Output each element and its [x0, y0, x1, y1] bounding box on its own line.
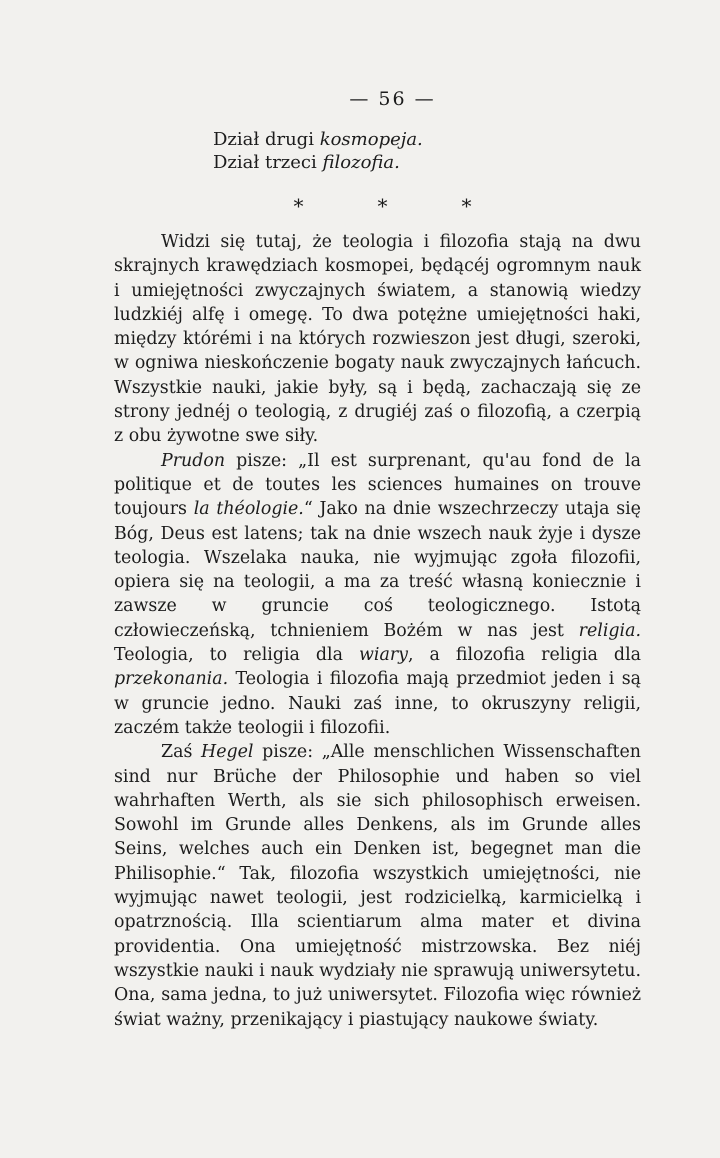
- term-religia: religia.: [578, 620, 641, 641]
- paragraph-3: [114, 740, 641, 1032]
- text-run: Zaś: [161, 742, 202, 763]
- section-list: [213, 128, 641, 174]
- asterisk: *: [461, 194, 472, 218]
- asterisk: *: [377, 194, 388, 218]
- author-name: Hegel: [201, 742, 254, 763]
- section-item: [213, 151, 641, 174]
- text-run: “ Jako na dnie wszechrzeczy utaja się Bóg, Deus est latens; tak na dnie wszech nauk żyje i dysze teologia. Wszelaka nauka, nie wyjmując zgoła filozofii, opiera się na teologii, a ma za treść własną koniecznie i zawsze w gruncie coś teologicznego. Istotą człowieczeńską, tchnieniem Bożém w nas jest: [114, 499, 641, 641]
- text-run: Teologia i filozofia mają przedmiot jeden i są w gruncie jedno. Nauki zaś inne, to okruszyny religii, zaczém także teologii i filozofii.: [114, 669, 641, 738]
- body-text: [114, 230, 641, 1032]
- author-name: Prudon: [161, 450, 226, 471]
- text-run: pisze: „Alle menschlichen Wissenschaften sind nur Brüche der Philosophie und haben so viel wahrhaften Werth, als sie sich philosophisch erweisen. Sowohl im Grunde alles Denkens, als im Grunde alles Seins, welches auch ein Denken ist, begegnet man die Philisophie.“ Tak, filozofia wszystkich umiejętności, nie wyjmując nawet teologii, jest rodzicielką, karmicielką i opatrznością. Illa scientiarum alma mater et divina providentia. Ona umiejętność mistrzowska. Bez niéj wszystkie nauki i nauk wydziały nie sprawują uniwersytetu. Ona, sama jedna, to już uniwersytet. Filozofia więc również świat ważny, przenikający i piastujący naukowe światy.: [114, 742, 642, 1030]
- section-prefix: Dział trzeci: [213, 152, 323, 173]
- asterisk: *: [293, 194, 304, 218]
- quote-emphasis: la théologie.: [193, 499, 304, 520]
- text-run: Teologia, to religia dla: [114, 645, 359, 666]
- asterism-divider: [114, 194, 641, 218]
- term-przekonania: przekonania.: [114, 669, 229, 690]
- section-prefix: Dział drugi: [213, 129, 320, 150]
- section-title: kosmopeja.: [319, 129, 423, 150]
- text-run: , a filozofia religia dla: [407, 645, 641, 666]
- page-number: — 56 —: [349, 88, 436, 110]
- section-title: filozofia.: [322, 152, 400, 173]
- paragraph-1: Widzi się tutaj, że teologia i filozofia stają na dwu skrajnych krawędziach kosmopei, będącéj ogromnym nauk i umiejętności zwyczajnych światem, a stanowią wiedzy ludzkiéj alfę i omegę. To dwa potężne umiejętności haki, między którémi i na których rozwieszon jest długi, szeroki, w ogniwa nieskończenie bogaty nauk zwyczajnych łańcuch. Wszystkie nauki, jakie były, są i będą, zachaczają się ze strony jednéj o teologią, z drugiéj zaś o filozofią, a czerpią z obu żywotne swe siły.: [114, 232, 641, 447]
- term-wiary: wiary: [359, 645, 408, 666]
- section-item: [213, 128, 641, 151]
- paragraph-2: [114, 449, 641, 741]
- book-page: [114, 88, 641, 1032]
- text-run: pisze: „Il est surprenant, qu'au fond de la politique et de toutes les sciences humaines on trouve toujours: [114, 450, 641, 520]
